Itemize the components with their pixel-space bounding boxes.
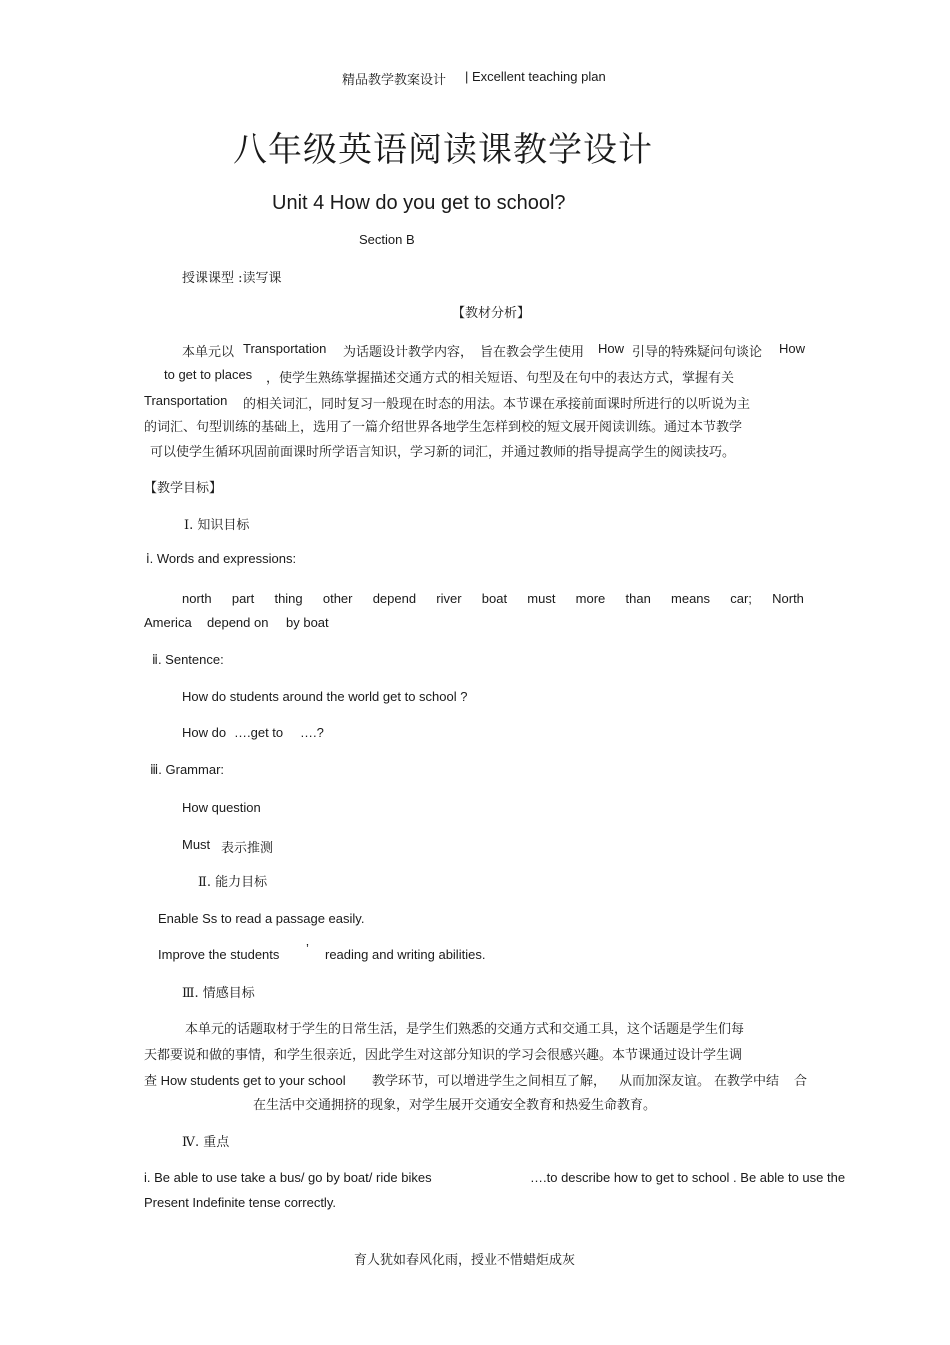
ma-l3-0: Transportation bbox=[144, 393, 228, 408]
ma-l1-1: Transportation bbox=[243, 341, 327, 356]
emotion-l3-e: 合 bbox=[794, 1074, 808, 1089]
word-item: than bbox=[625, 591, 651, 606]
emotion-l3-c: 从而加深友谊。 bbox=[619, 1074, 711, 1089]
grammar-2-a: Must bbox=[182, 837, 211, 852]
emotion-l1: 本单元的话题取材于学生的日常生活，是学生们熟悉的交通方式和交通工具，这个话题是学生们每 bbox=[185, 1022, 745, 1037]
page-title: 八年级英语阅读课教学设计 bbox=[233, 130, 653, 170]
sentence-2-b: ….get to bbox=[234, 725, 284, 740]
header-left: 精品教学教案设计 bbox=[342, 72, 447, 87]
emotion-goals: Ⅲ. 情感目标 bbox=[182, 986, 255, 1001]
grammar-1: How question bbox=[182, 800, 261, 815]
word-item: depend on bbox=[207, 615, 269, 630]
key-l1-b: ….to describe how to get to school . Be able to use the bbox=[530, 1170, 846, 1185]
emotion-l3-a: 查 How students get to your school bbox=[144, 1073, 346, 1088]
ma-l1-3: 旨在教会学生使用 bbox=[480, 345, 585, 360]
sentence-2-a: How do bbox=[182, 725, 227, 740]
word-item: car; bbox=[730, 591, 752, 606]
section-label: Section B bbox=[359, 232, 415, 247]
ma-l2-1: ，使学生熟练掌握描述交通方式的相关短语、句型及在句中的表达方式，掌握有关 bbox=[266, 371, 735, 386]
ma-l3-1: 的相关词汇，同时复习一般现在时态的用法。本节课在承接前面课时所进行的以听说为主 bbox=[243, 397, 751, 412]
grammar-label: ⅲ. Grammar: bbox=[150, 762, 225, 777]
key-points: Ⅳ. 重点 bbox=[182, 1135, 230, 1150]
lesson-type: 授课课型 :读写课 bbox=[182, 271, 282, 286]
ability-2-apostrophe: ’ bbox=[306, 941, 309, 956]
word-item: must bbox=[527, 591, 556, 606]
word-item: depend bbox=[372, 591, 417, 606]
word-item: other bbox=[322, 591, 353, 606]
grammar-2-b: 表示推测 bbox=[221, 841, 274, 856]
emotion-l2: 天都要说和做的事情，和学生很亲近，因此学生对这部分知识的学习会很感兴趣。本节课通过设计学生调 bbox=[144, 1048, 743, 1063]
knowledge-goals: Ⅰ. 知识目标 bbox=[184, 518, 250, 533]
sentence-label: ⅱ. Sentence: bbox=[152, 652, 224, 667]
ability-2-a: Improve the students bbox=[158, 947, 280, 962]
ma-l1-6: How bbox=[779, 341, 806, 356]
word-item: part bbox=[231, 591, 255, 606]
word-item: river bbox=[436, 591, 462, 606]
key-l1-a: i. Be able to use take a bus/ go by boat/ ride bikes bbox=[144, 1170, 432, 1185]
ma-l1-5: 引导的特殊疑问句谈论 bbox=[632, 345, 763, 360]
material-analysis-heading: 【教材分析】 bbox=[452, 306, 531, 321]
emotion-l3-d: 在教学中结 bbox=[714, 1074, 780, 1089]
header-right: | Excellent teaching plan bbox=[465, 69, 606, 84]
ability-2-b: reading and writing abilities. bbox=[325, 947, 486, 962]
word-item: by boat bbox=[286, 615, 329, 630]
footer-motto: 育人犹如春风化雨，授业不惜蜡炬成灰 bbox=[354, 1253, 576, 1268]
word-item: thing bbox=[274, 591, 303, 606]
word-item: North bbox=[772, 591, 804, 606]
sentence-1: How do students around the world get to school ? bbox=[182, 689, 468, 704]
ma-l1-2: 为话题设计教学内容， bbox=[343, 345, 474, 360]
sentence-2-c: ….? bbox=[300, 725, 324, 740]
ma-l1-4: How bbox=[598, 341, 625, 356]
words-row-1 bbox=[182, 591, 804, 606]
word-item: America bbox=[144, 615, 192, 630]
ability-1: Enable Ss to read a passage easily. bbox=[158, 911, 365, 926]
ma-l5: 可以使学生循环巩固前面课时所学语言知识，学习新的词汇，并通过教师的指导提高学生的阅读技巧。 bbox=[150, 445, 736, 460]
emotion-l4: 在生活中交通拥挤的现象，对学生展开交通安全教育和热爱生命教育。 bbox=[253, 1098, 657, 1113]
word-item: north bbox=[182, 591, 212, 606]
goals-heading: 【教学目标】 bbox=[144, 481, 223, 496]
ma-l2-0: to get to places bbox=[164, 367, 253, 382]
word-item: means bbox=[671, 591, 711, 606]
ability-goals: Ⅱ. 能力目标 bbox=[198, 875, 268, 890]
unit-title: Unit 4 How do you get to school? bbox=[272, 192, 566, 214]
words-label: ⅰ. Words and expressions: bbox=[146, 551, 297, 566]
ma-l4: 的词汇、句型训练的基础上，选用了一篇介绍世界各地学生怎样到校的短文展开阅读训练。通过本节教学 bbox=[144, 420, 743, 435]
emotion-l3-b: 教学环节，可以增进学生之间相互了解， bbox=[372, 1074, 607, 1089]
key-l2: Present Indefinite tense correctly. bbox=[144, 1195, 336, 1210]
ma-l1-0: 本单元以 bbox=[182, 345, 235, 360]
word-item: more bbox=[575, 591, 606, 606]
word-item: boat bbox=[481, 591, 508, 606]
